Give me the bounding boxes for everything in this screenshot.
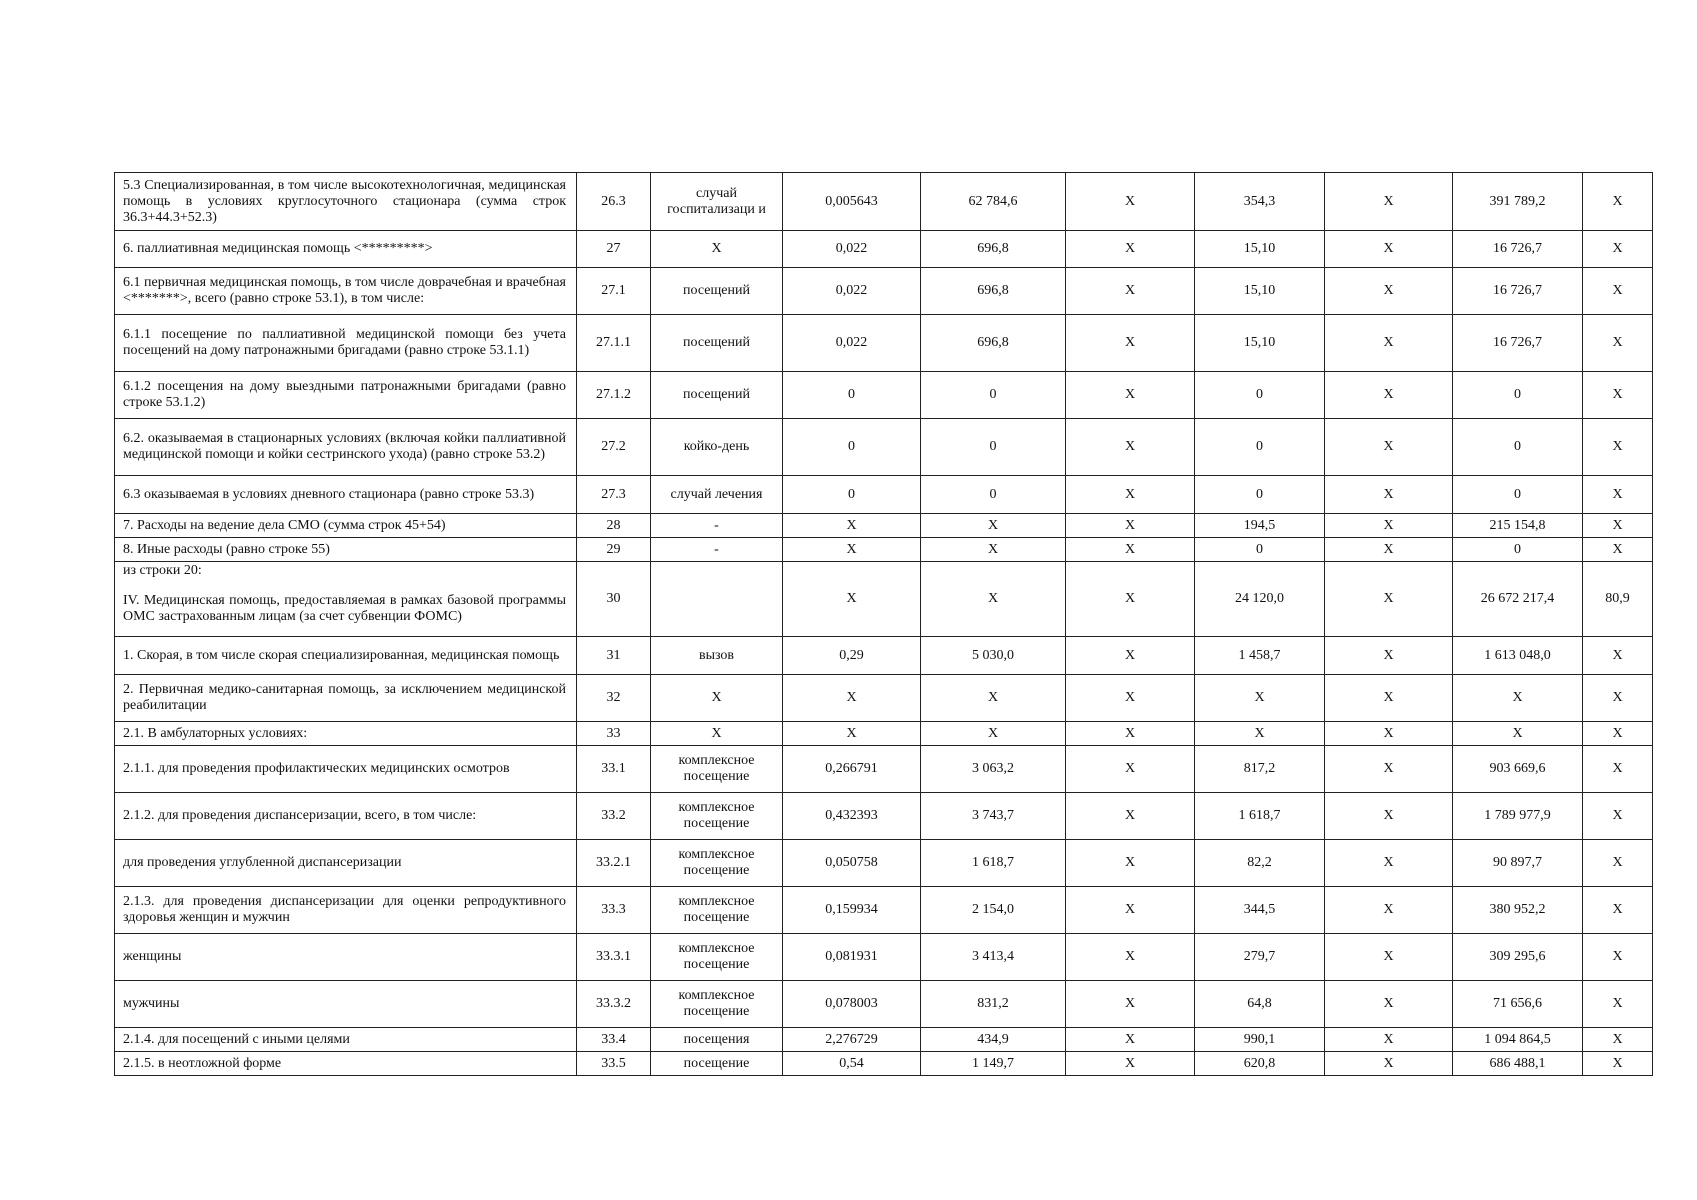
per-capita-value: 344,5 — [1195, 887, 1325, 934]
total-value: 391 789,2 — [1453, 173, 1583, 231]
per-capita-value: 0 — [1195, 476, 1325, 514]
total-value: 1 094 864,5 — [1453, 1028, 1583, 1052]
row-name: 2.1. В амбулаторных условиях: — [115, 722, 577, 746]
rate-value: 0 — [783, 419, 921, 476]
cost-value: 62 784,6 — [921, 173, 1066, 231]
share-value: Х — [1583, 675, 1653, 722]
cost-value: Х — [921, 675, 1066, 722]
col-6-value: Х — [1066, 538, 1195, 562]
per-capita-value: 64,8 — [1195, 981, 1325, 1028]
col-6-value: Х — [1066, 231, 1195, 268]
table-row — [115, 315, 1653, 372]
row-unit: комплексное посещение — [651, 887, 783, 934]
share-value: Х — [1583, 514, 1653, 538]
row-unit: посещений — [651, 372, 783, 419]
row-unit: посещения — [651, 1028, 783, 1052]
rate-value: 0,078003 — [783, 981, 921, 1028]
col-6-value: Х — [1066, 981, 1195, 1028]
per-capita-value: 15,10 — [1195, 231, 1325, 268]
cost-value: 0 — [921, 476, 1066, 514]
row-unit: посещений — [651, 268, 783, 315]
share-value: Х — [1583, 1028, 1653, 1052]
share-value: Х — [1583, 840, 1653, 887]
col-8-value: Х — [1325, 934, 1453, 981]
total-value: 1 613 048,0 — [1453, 637, 1583, 675]
cost-value: Х — [921, 514, 1066, 538]
row-name: 7. Расходы на ведение дела СМО (сумма строк 45+54) — [115, 514, 577, 538]
rate-value: 0,29 — [783, 637, 921, 675]
total-value: 16 726,7 — [1453, 315, 1583, 372]
row-code: 29 — [577, 538, 651, 562]
rate-value: 0,022 — [783, 315, 921, 372]
table-row — [115, 231, 1653, 268]
row-code: 32 — [577, 675, 651, 722]
col-6-value: Х — [1066, 315, 1195, 372]
cost-value: 696,8 — [921, 268, 1066, 315]
financing-table — [114, 172, 1653, 1076]
col-6-value: Х — [1066, 562, 1195, 637]
total-value: 0 — [1453, 372, 1583, 419]
row-name: мужчины — [115, 981, 577, 1028]
col-8-value: Х — [1325, 562, 1453, 637]
document-table-sheet — [114, 172, 1652, 1076]
col-8-value: Х — [1325, 981, 1453, 1028]
per-capita-value: 279,7 — [1195, 934, 1325, 981]
row-code: 27.1.2 — [577, 372, 651, 419]
table-row — [115, 746, 1653, 793]
col-6-value: Х — [1066, 476, 1195, 514]
total-value: 0 — [1453, 476, 1583, 514]
total-value: 1 789 977,9 — [1453, 793, 1583, 840]
total-value: 71 656,6 — [1453, 981, 1583, 1028]
cost-value: 3 063,2 — [921, 746, 1066, 793]
col-8-value: Х — [1325, 476, 1453, 514]
row-code: 33.2 — [577, 793, 651, 840]
col-8-value: Х — [1325, 1052, 1453, 1076]
row-name: 2.1.5. в неотложной форме — [115, 1052, 577, 1076]
rate-value: 0,022 — [783, 231, 921, 268]
table-row — [115, 675, 1653, 722]
col-8-value: Х — [1325, 887, 1453, 934]
col-8-value: Х — [1325, 840, 1453, 887]
row-unit: комплексное посещение — [651, 981, 783, 1028]
col-6-value: Х — [1066, 887, 1195, 934]
rate-value: 0,432393 — [783, 793, 921, 840]
col-8-value: Х — [1325, 173, 1453, 231]
cost-value: 696,8 — [921, 231, 1066, 268]
total-value: 309 295,6 — [1453, 934, 1583, 981]
rate-value: 0,081931 — [783, 934, 921, 981]
row-unit: койко-день — [651, 419, 783, 476]
table-row — [115, 476, 1653, 514]
cost-value: 434,9 — [921, 1028, 1066, 1052]
per-capita-value: 817,2 — [1195, 746, 1325, 793]
share-value: Х — [1583, 419, 1653, 476]
rate-value: 0,159934 — [783, 887, 921, 934]
total-value: 16 726,7 — [1453, 268, 1583, 315]
col-8-value: Х — [1325, 538, 1453, 562]
total-value: 380 952,2 — [1453, 887, 1583, 934]
group-name: IV. Медицинская помощь, предоставляемая в рамках базовой программы ОМС застрахованным лицам (за счет субвенции ФОМС) — [115, 583, 577, 637]
cost-value: 0 — [921, 372, 1066, 419]
share-value: Х — [1583, 637, 1653, 675]
row-unit: вызов — [651, 637, 783, 675]
row-code: 27.3 — [577, 476, 651, 514]
per-capita-value: 1 618,7 — [1195, 793, 1325, 840]
row-code: 33.5 — [577, 1052, 651, 1076]
rate-value: Х — [783, 514, 921, 538]
total-value: 90 897,7 — [1453, 840, 1583, 887]
table-row — [115, 722, 1653, 746]
per-capita-value: 620,8 — [1195, 1052, 1325, 1076]
total-value: Х — [1453, 722, 1583, 746]
col-8-value: Х — [1325, 637, 1453, 675]
table-row — [115, 793, 1653, 840]
row-code: 33.2.1 — [577, 840, 651, 887]
total-value: 16 726,7 — [1453, 231, 1583, 268]
share-value: Х — [1583, 746, 1653, 793]
group-subtitle: из строки 20: — [115, 562, 577, 583]
share-value: Х — [1583, 538, 1653, 562]
row-unit: Х — [651, 231, 783, 268]
row-unit: случай лечения — [651, 476, 783, 514]
share-value: Х — [1583, 722, 1653, 746]
share-value: Х — [1583, 268, 1653, 315]
share-value: Х — [1583, 315, 1653, 372]
rate-value: 0 — [783, 476, 921, 514]
table-row — [115, 514, 1653, 538]
table-row — [115, 840, 1653, 887]
table-row — [115, 562, 1653, 583]
per-capita-value: 24 120,0 — [1195, 562, 1325, 637]
row-name: 2.1.4. для посещений с иными целями — [115, 1028, 577, 1052]
table-row — [115, 1052, 1653, 1076]
row-code: 27.1.1 — [577, 315, 651, 372]
row-name: 6.1.2 посещения на дому выездными патронажными бригадами (равно строке 53.1.2) — [115, 372, 577, 419]
row-name: 2.1.1. для проведения профилактических медицинских осмотров — [115, 746, 577, 793]
cost-value: 696,8 — [921, 315, 1066, 372]
cost-value: 2 154,0 — [921, 887, 1066, 934]
per-capita-value: 1 458,7 — [1195, 637, 1325, 675]
col-6-value: Х — [1066, 934, 1195, 981]
row-name: 2.1.3. для проведения диспансеризации для оценки репродуктивного здоровья женщин и мужчин — [115, 887, 577, 934]
rate-value: Х — [783, 562, 921, 637]
col-6-value: Х — [1066, 746, 1195, 793]
cost-value: Х — [921, 562, 1066, 637]
col-8-value: Х — [1325, 231, 1453, 268]
share-value: Х — [1583, 793, 1653, 840]
share-value: Х — [1583, 887, 1653, 934]
share-value: Х — [1583, 372, 1653, 419]
row-code: 33.4 — [577, 1028, 651, 1052]
rate-value: 0,54 — [783, 1052, 921, 1076]
col-6-value: Х — [1066, 268, 1195, 315]
table-row — [115, 887, 1653, 934]
col-6-value: Х — [1066, 419, 1195, 476]
col-6-value: Х — [1066, 173, 1195, 231]
row-name: 6.1.1 посещение по паллиативной медицинской помощи без учета посещений на дому патронажными бригадами (равно строке 53.1.1) — [115, 315, 577, 372]
row-name: 2.1.2. для проведения диспансеризации, всего, в том числе: — [115, 793, 577, 840]
rate-value: Х — [783, 722, 921, 746]
table-row — [115, 268, 1653, 315]
row-code: 26.3 — [577, 173, 651, 231]
table-row — [115, 1028, 1653, 1052]
share-value: Х — [1583, 981, 1653, 1028]
col-8-value: Х — [1325, 793, 1453, 840]
share-value: Х — [1583, 934, 1653, 981]
rate-value: 0 — [783, 372, 921, 419]
cost-value: 3 743,7 — [921, 793, 1066, 840]
row-code: 28 — [577, 514, 651, 538]
row-code: 33.3.2 — [577, 981, 651, 1028]
rate-value: 0,022 — [783, 268, 921, 315]
total-value: 215 154,8 — [1453, 514, 1583, 538]
row-unit: комплексное посещение — [651, 746, 783, 793]
share-value: Х — [1583, 231, 1653, 268]
row-name: женщины — [115, 934, 577, 981]
total-value: Х — [1453, 675, 1583, 722]
col-6-value: Х — [1066, 793, 1195, 840]
table-row — [115, 934, 1653, 981]
row-code: 33.1 — [577, 746, 651, 793]
col-8-value: Х — [1325, 675, 1453, 722]
cost-value: 1 618,7 — [921, 840, 1066, 887]
rate-value: 0,050758 — [783, 840, 921, 887]
row-unit: - — [651, 538, 783, 562]
share-value: Х — [1583, 476, 1653, 514]
row-name: 6.3 оказываемая в условиях дневного стационара (равно строке 53.3) — [115, 476, 577, 514]
row-unit: комплексное посещение — [651, 793, 783, 840]
row-unit: Х — [651, 675, 783, 722]
row-code: 33.3 — [577, 887, 651, 934]
col-6-value: Х — [1066, 722, 1195, 746]
row-code: 27.1 — [577, 268, 651, 315]
per-capita-value: 82,2 — [1195, 840, 1325, 887]
col-6-value: Х — [1066, 675, 1195, 722]
col-6-value: Х — [1066, 840, 1195, 887]
row-unit — [651, 562, 783, 637]
per-capita-value: Х — [1195, 675, 1325, 722]
row-code: 33 — [577, 722, 651, 746]
row-name: 1. Скорая, в том числе скорая специализированная, медицинская помощь — [115, 637, 577, 675]
table-row — [115, 173, 1653, 231]
row-unit: посещений — [651, 315, 783, 372]
row-code: 27.2 — [577, 419, 651, 476]
table-row — [115, 538, 1653, 562]
col-8-value: Х — [1325, 722, 1453, 746]
total-value: 686 488,1 — [1453, 1052, 1583, 1076]
table-row — [115, 637, 1653, 675]
col-8-value: Х — [1325, 514, 1453, 538]
col-6-value: Х — [1066, 514, 1195, 538]
row-unit: Х — [651, 722, 783, 746]
row-name: 6.1 первичная медицинская помощь, в том числе доврачебная и врачебная <*******>, всего (равно строке 53.1), в том числе: — [115, 268, 577, 315]
cost-value: 0 — [921, 419, 1066, 476]
row-code: 33.3.1 — [577, 934, 651, 981]
cost-value: 831,2 — [921, 981, 1066, 1028]
col-8-value: Х — [1325, 372, 1453, 419]
table-row — [115, 372, 1653, 419]
row-unit: посещение — [651, 1052, 783, 1076]
col-8-value: Х — [1325, 1028, 1453, 1052]
cost-value: Х — [921, 538, 1066, 562]
col-6-value: Х — [1066, 1052, 1195, 1076]
row-unit: случай госпитализаци и — [651, 173, 783, 231]
row-code: 31 — [577, 637, 651, 675]
per-capita-value: 15,10 — [1195, 315, 1325, 372]
col-6-value: Х — [1066, 637, 1195, 675]
per-capita-value: 0 — [1195, 538, 1325, 562]
row-unit: комплексное посещение — [651, 934, 783, 981]
rate-value: 0,005643 — [783, 173, 921, 231]
cost-value: 5 030,0 — [921, 637, 1066, 675]
per-capita-value: 354,3 — [1195, 173, 1325, 231]
col-8-value: Х — [1325, 315, 1453, 372]
per-capita-value: 0 — [1195, 372, 1325, 419]
col-6-value: Х — [1066, 1028, 1195, 1052]
total-value: 26 672 217,4 — [1453, 562, 1583, 637]
col-6-value: Х — [1066, 372, 1195, 419]
total-value: 0 — [1453, 419, 1583, 476]
per-capita-value: 194,5 — [1195, 514, 1325, 538]
per-capita-value: 990,1 — [1195, 1028, 1325, 1052]
col-8-value: Х — [1325, 268, 1453, 315]
per-capita-value: Х — [1195, 722, 1325, 746]
row-unit: комплексное посещение — [651, 840, 783, 887]
cost-value: 1 149,7 — [921, 1052, 1066, 1076]
table-row — [115, 419, 1653, 476]
share-value: Х — [1583, 1052, 1653, 1076]
row-code: 30 — [577, 562, 651, 637]
per-capita-value: 15,10 — [1195, 268, 1325, 315]
row-name: 6.2. оказываемая в стационарных условиях (включая койки паллиативной медицинской помощи и койки сестринского ухода) (равно строке 53.2) — [115, 419, 577, 476]
rate-value: 0,266791 — [783, 746, 921, 793]
row-name: 8. Иные расходы (равно строке 55) — [115, 538, 577, 562]
row-name: для проведения углубленной диспансеризации — [115, 840, 577, 887]
row-code: 27 — [577, 231, 651, 268]
rate-value: 2,276729 — [783, 1028, 921, 1052]
per-capita-value: 0 — [1195, 419, 1325, 476]
total-value: 903 669,6 — [1453, 746, 1583, 793]
row-name: 6. паллиативная медицинская помощь <*********> — [115, 231, 577, 268]
rate-value: Х — [783, 675, 921, 722]
rate-value: Х — [783, 538, 921, 562]
col-8-value: Х — [1325, 419, 1453, 476]
cost-value: 3 413,4 — [921, 934, 1066, 981]
row-name: 5.3 Специализированная, в том числе высокотехнологичная, медицинская помощь в условиях круглосуточного стационара (сумма строк 36.3+44.3+52.3) — [115, 173, 577, 231]
share-value: 80,9 — [1583, 562, 1653, 637]
row-unit: - — [651, 514, 783, 538]
col-8-value: Х — [1325, 746, 1453, 793]
share-value: Х — [1583, 173, 1653, 231]
total-value: 0 — [1453, 538, 1583, 562]
cost-value: Х — [921, 722, 1066, 746]
table-row — [115, 981, 1653, 1028]
row-name: 2. Первичная медико-санитарная помощь, за исключением медицинской реабилитации — [115, 675, 577, 722]
